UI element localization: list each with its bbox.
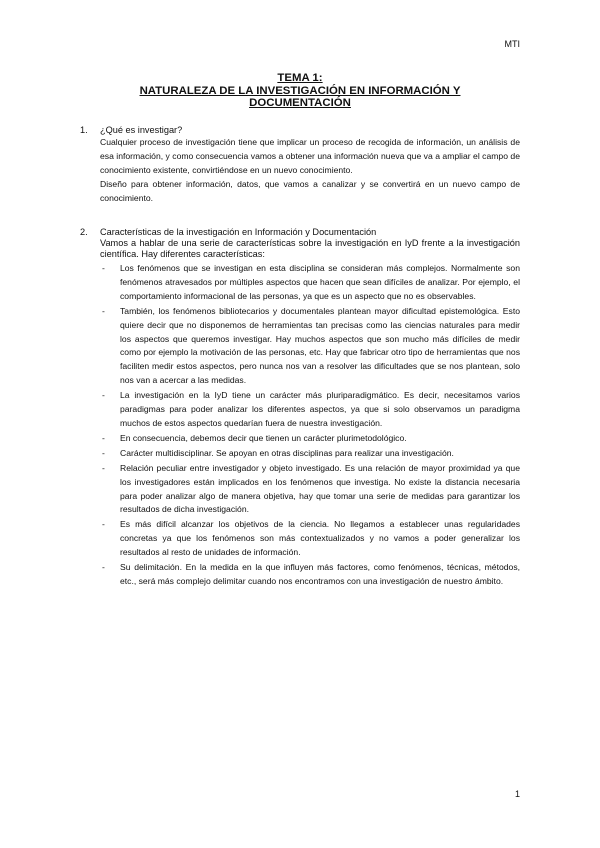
list-item-text: Carácter multidisciplinar. Se apoyan en otras disciplinas para realizar una investigación. — [120, 447, 454, 458]
bullet-dash: - — [102, 462, 105, 473]
list-item — [80, 389, 520, 431]
section-2 — [80, 227, 520, 590]
section-1-paragraph-1: Cualquier proceso de investigación tiene que implicar un proceso de recogida de información, un análisis de esa información, y como consecuencia vamos a obtener una información nueva que va a ampliar el campo de conocimiento existente, convirtiéndose en un nuevo conocimiento. — [100, 137, 520, 175]
bullet-dash: - — [102, 432, 105, 443]
bullet-dash: - — [102, 519, 105, 530]
section-2-number: 2. — [80, 227, 88, 237]
list-item — [80, 447, 520, 461]
bullet-dash: - — [102, 263, 105, 273]
bullet-dash: - — [102, 447, 105, 458]
list-item-text: Su delimitación. En la medida en la que influyen más factores, como fenómenos, técnicas, métodos, etc., será más complejo delimitar cuando nos encontramos con una investigación de nuestro ámbito. — [120, 562, 520, 586]
page-number: 1 — [514, 789, 520, 799]
list-item — [80, 462, 520, 518]
section-1-paragraph-2: Diseño para obtener información, datos, que vamos a canalizar y se convertirá en un nuevo campo de conocimiento. — [100, 178, 520, 203]
list-item — [80, 262, 520, 304]
bullet-dash: - — [102, 305, 105, 316]
list-item — [80, 561, 520, 589]
list-item — [80, 518, 520, 560]
section-2-heading-row — [80, 227, 520, 238]
section-2-heading: Características de la investigación en Información y Documentación — [100, 227, 377, 237]
document-title — [80, 72, 520, 110]
section-1-heading: ¿Qué es investigar? — [100, 125, 183, 135]
section-1-heading-row — [80, 125, 520, 136]
title-line-1: TEMA 1: — [277, 72, 323, 84]
section-1 — [80, 125, 520, 206]
list-item-text: Es más difícil alcanzar los objetivos de la ciencia. No llegamos a establecer unas regularidades concretas ya que los fenómenos son más contextualizados y no vamos a poder generalizar los resultados al resto de unidades de información. — [120, 519, 520, 558]
section-2-intro: Vamos a hablar de una serie de características sobre la investigación en IyD frente a la investigación científica. Hay diferentes características: — [100, 238, 520, 259]
bullet-dash: - — [102, 562, 105, 573]
header-label: MTI — [504, 39, 520, 49]
section-1-number: 1. — [80, 125, 88, 135]
characteristics-list — [80, 262, 520, 589]
list-item-text: Los fenómenos que se investigan en esta disciplina se consideran más complejos. Normalmente son fenómenos atravesados por múltiples aspectos que hacen que sean difíciles de analizar. Por ejemplo, el comportamiento informacional de las personas, ya que es un aspecto que no es observables. — [120, 263, 520, 301]
list-item-text: En consecuencia, debemos decir que tienen un carácter plurimetodológico. — [120, 432, 407, 443]
list-item — [80, 305, 520, 388]
list-item-text: También, los fenómenos bibliotecarios y documentales plantean mayor dificultad epistemológica. Esto quiere decir que no disponemos de herramientas tan precisas como las ciencias naturales para medir los aspectos que queremos investigar. Hay muchos aspectos que son mucho más difíciles de medir como por ejemplo la motivación de las personas, etc. Hay que fabricar otro tipo de herramientas que nos faciliten medir estos aspectos, pero nunca nos van a resolver las dificultades que se nos plantean, solo nos van a acercar a las medidas. — [120, 305, 520, 386]
list-item-text: La investigación en la IyD tiene un carácter más pluriparadigmático. Es decir, necesitamos varios paradigmas para poder analizar los diferentes aspectos, ya que si solo observamos un paradigma muchos de estos aspectos quedarían fuera de nuestra investigación. — [120, 390, 520, 428]
title-line-3: DOCUMENTACIÓN — [249, 97, 351, 109]
list-item — [80, 432, 520, 446]
bullet-dash: - — [102, 390, 105, 401]
list-item-text: Relación peculiar entre investigador y objeto investigado. Es una relación de mayor proximidad ya que los investigadores están implicados en los fenómenos que investiga. No existe la distancia necesaria para poder analizar algo de manera objetiva, hay que tomar una serie de medidas para garantizar los resultados de dicha investigación. — [120, 462, 520, 515]
title-line-2: NATURALEZA DE LA INVESTIGACIÓN EN INFORMACIÓN Y — [139, 84, 461, 97]
